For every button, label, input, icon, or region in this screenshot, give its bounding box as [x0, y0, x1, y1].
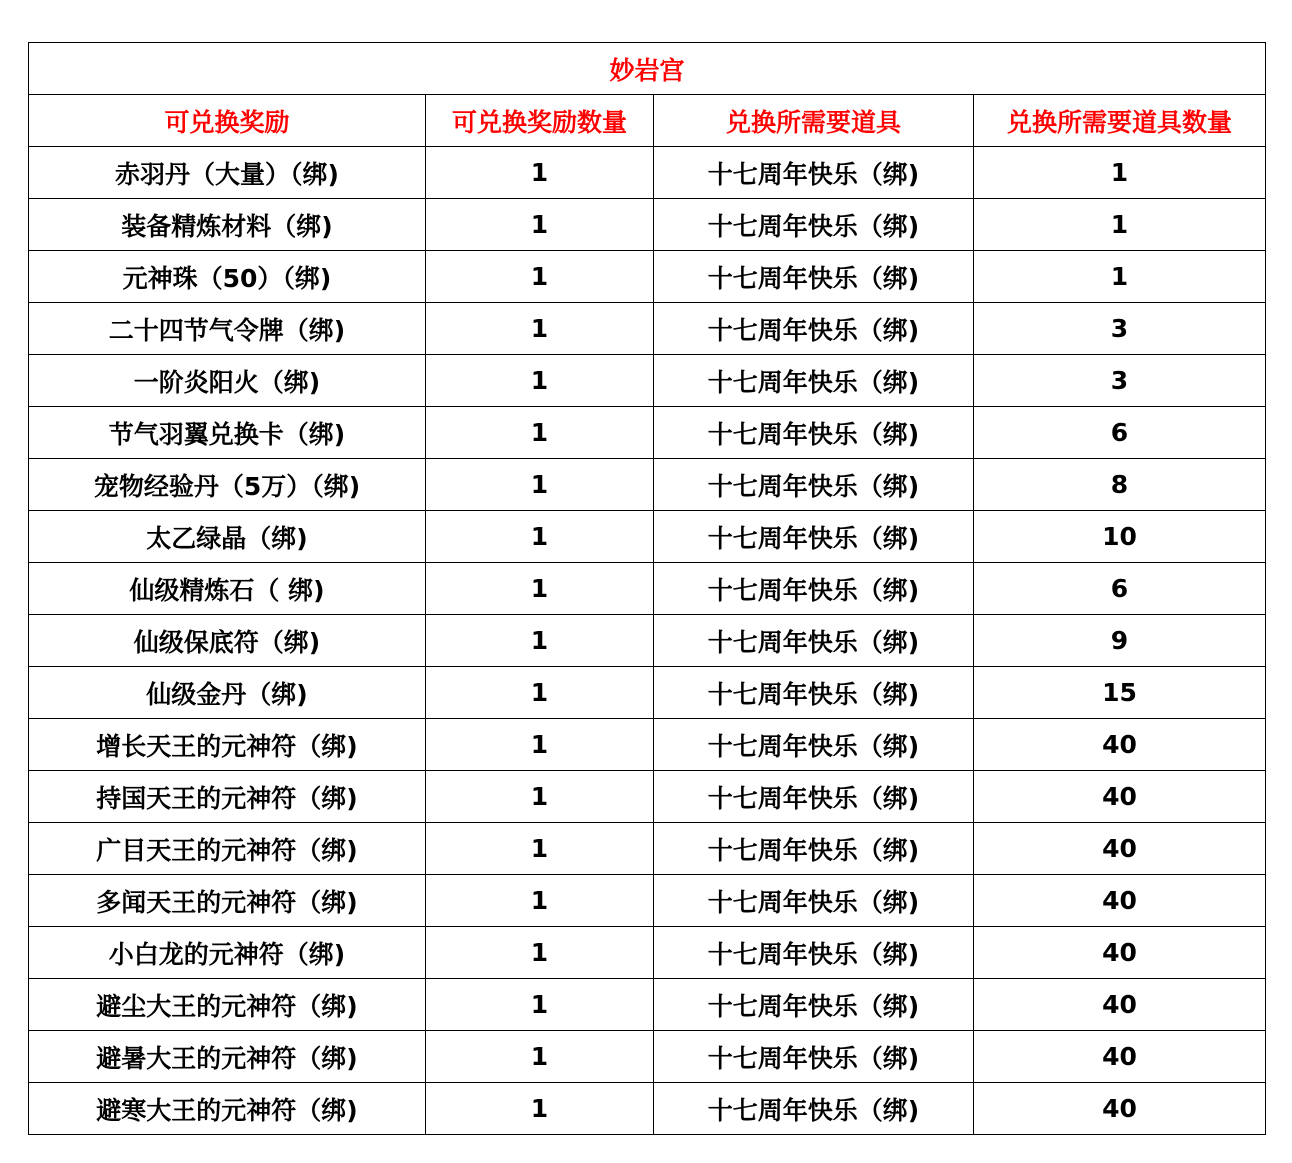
- reward-cell: 避寒大王的元神符（绑): [29, 1083, 426, 1135]
- table-row: [29, 1083, 1266, 1135]
- required-item-qty-cell: 8: [974, 459, 1266, 511]
- table-title: 妙岩宫: [29, 43, 1266, 95]
- table-row: [29, 667, 1266, 719]
- reward-cell: 二十四节气令牌（绑): [29, 303, 426, 355]
- reward-cell: 元神珠（50）（绑): [29, 251, 426, 303]
- required-item-qty-cell: 1: [974, 199, 1266, 251]
- table-row: [29, 251, 1266, 303]
- header-required-item-qty: 兑换所需要道具数量: [974, 95, 1266, 147]
- reward-qty-cell: 1: [426, 1083, 654, 1135]
- header-reward: 可兑换奖励: [29, 95, 426, 147]
- required-item-cell: 十七周年快乐（绑): [654, 875, 974, 927]
- reward-cell: 仙级精炼石（ 绑): [29, 563, 426, 615]
- reward-cell: 仙级保底符（绑): [29, 615, 426, 667]
- reward-cell: 宠物经验丹（5万）（绑): [29, 459, 426, 511]
- table-row: [29, 563, 1266, 615]
- required-item-qty-cell: 15: [974, 667, 1266, 719]
- required-item-cell: 十七周年快乐（绑): [654, 459, 974, 511]
- reward-cell: 一阶炎阳火（绑): [29, 355, 426, 407]
- reward-cell: 仙级金丹（绑): [29, 667, 426, 719]
- table-row: [29, 147, 1266, 199]
- required-item-qty-cell: 1: [974, 251, 1266, 303]
- required-item-cell: 十七周年快乐（绑): [654, 615, 974, 667]
- required-item-cell: 十七周年快乐（绑): [654, 1031, 974, 1083]
- table-row: [29, 1031, 1266, 1083]
- required-item-qty-cell: 40: [974, 875, 1266, 927]
- required-item-cell: 十七周年快乐（绑): [654, 927, 974, 979]
- table-row: [29, 459, 1266, 511]
- required-item-qty-cell: 40: [974, 1031, 1266, 1083]
- required-item-cell: 十七周年快乐（绑): [654, 719, 974, 771]
- reward-qty-cell: 1: [426, 719, 654, 771]
- reward-qty-cell: 1: [426, 251, 654, 303]
- table-row: [29, 355, 1266, 407]
- required-item-cell: 十七周年快乐（绑): [654, 303, 974, 355]
- reward-qty-cell: 1: [426, 199, 654, 251]
- table-row: [29, 719, 1266, 771]
- reward-cell: 小白龙的元神符（绑): [29, 927, 426, 979]
- reward-qty-cell: 1: [426, 615, 654, 667]
- table-row: [29, 615, 1266, 667]
- table-row: [29, 407, 1266, 459]
- reward-cell: 赤羽丹（大量）（绑): [29, 147, 426, 199]
- required-item-qty-cell: 1: [974, 147, 1266, 199]
- table-body: [29, 147, 1266, 1135]
- required-item-cell: 十七周年快乐（绑): [654, 979, 974, 1031]
- required-item-qty-cell: 40: [974, 927, 1266, 979]
- reward-qty-cell: 1: [426, 667, 654, 719]
- required-item-cell: 十七周年快乐（绑): [654, 1083, 974, 1135]
- required-item-cell: 十七周年快乐（绑): [654, 563, 974, 615]
- table-row: [29, 875, 1266, 927]
- required-item-cell: 十七周年快乐（绑): [654, 407, 974, 459]
- table-row: [29, 199, 1266, 251]
- required-item-qty-cell: 6: [974, 563, 1266, 615]
- required-item-cell: 十七周年快乐（绑): [654, 667, 974, 719]
- table-row: [29, 303, 1266, 355]
- table-row: [29, 771, 1266, 823]
- required-item-cell: 十七周年快乐（绑): [654, 147, 974, 199]
- title-row: [29, 43, 1266, 95]
- reward-qty-cell: 1: [426, 1031, 654, 1083]
- required-item-cell: 十七周年快乐（绑): [654, 355, 974, 407]
- table-row: [29, 823, 1266, 875]
- reward-qty-cell: 1: [426, 979, 654, 1031]
- reward-cell: 装备精炼材料（绑): [29, 199, 426, 251]
- required-item-qty-cell: 10: [974, 511, 1266, 563]
- reward-cell: 节气羽翼兑换卡（绑): [29, 407, 426, 459]
- reward-cell: 广目天王的元神符（绑): [29, 823, 426, 875]
- reward-qty-cell: 1: [426, 771, 654, 823]
- reward-qty-cell: 1: [426, 927, 654, 979]
- table-row: [29, 511, 1266, 563]
- required-item-qty-cell: 40: [974, 1083, 1266, 1135]
- required-item-cell: 十七周年快乐（绑): [654, 771, 974, 823]
- reward-cell: 多闻天王的元神符（绑): [29, 875, 426, 927]
- required-item-cell: 十七周年快乐（绑): [654, 823, 974, 875]
- required-item-qty-cell: 40: [974, 823, 1266, 875]
- required-item-qty-cell: 3: [974, 303, 1266, 355]
- exchange-table: [28, 42, 1266, 1135]
- reward-cell: 持国天王的元神符（绑): [29, 771, 426, 823]
- reward-cell: 太乙绿晶（绑): [29, 511, 426, 563]
- reward-qty-cell: 1: [426, 147, 654, 199]
- header-reward-qty: 可兑换奖励数量: [426, 95, 654, 147]
- reward-qty-cell: 1: [426, 563, 654, 615]
- table-row: [29, 979, 1266, 1031]
- required-item-qty-cell: 40: [974, 719, 1266, 771]
- reward-qty-cell: 1: [426, 823, 654, 875]
- required-item-qty-cell: 3: [974, 355, 1266, 407]
- reward-qty-cell: 1: [426, 407, 654, 459]
- required-item-qty-cell: 40: [974, 771, 1266, 823]
- reward-cell: 避尘大王的元神符（绑): [29, 979, 426, 1031]
- reward-qty-cell: 1: [426, 875, 654, 927]
- required-item-cell: 十七周年快乐（绑): [654, 199, 974, 251]
- required-item-cell: 十七周年快乐（绑): [654, 251, 974, 303]
- required-item-qty-cell: 40: [974, 979, 1266, 1031]
- header-required-item: 兑换所需要道具: [654, 95, 974, 147]
- required-item-cell: 十七周年快乐（绑): [654, 511, 974, 563]
- header-row: [29, 95, 1266, 147]
- reward-qty-cell: 1: [426, 511, 654, 563]
- required-item-qty-cell: 6: [974, 407, 1266, 459]
- reward-qty-cell: 1: [426, 459, 654, 511]
- reward-cell: 避暑大王的元神符（绑): [29, 1031, 426, 1083]
- reward-qty-cell: 1: [426, 355, 654, 407]
- reward-cell: 增长天王的元神符（绑): [29, 719, 426, 771]
- required-item-qty-cell: 9: [974, 615, 1266, 667]
- table-row: [29, 927, 1266, 979]
- reward-qty-cell: 1: [426, 303, 654, 355]
